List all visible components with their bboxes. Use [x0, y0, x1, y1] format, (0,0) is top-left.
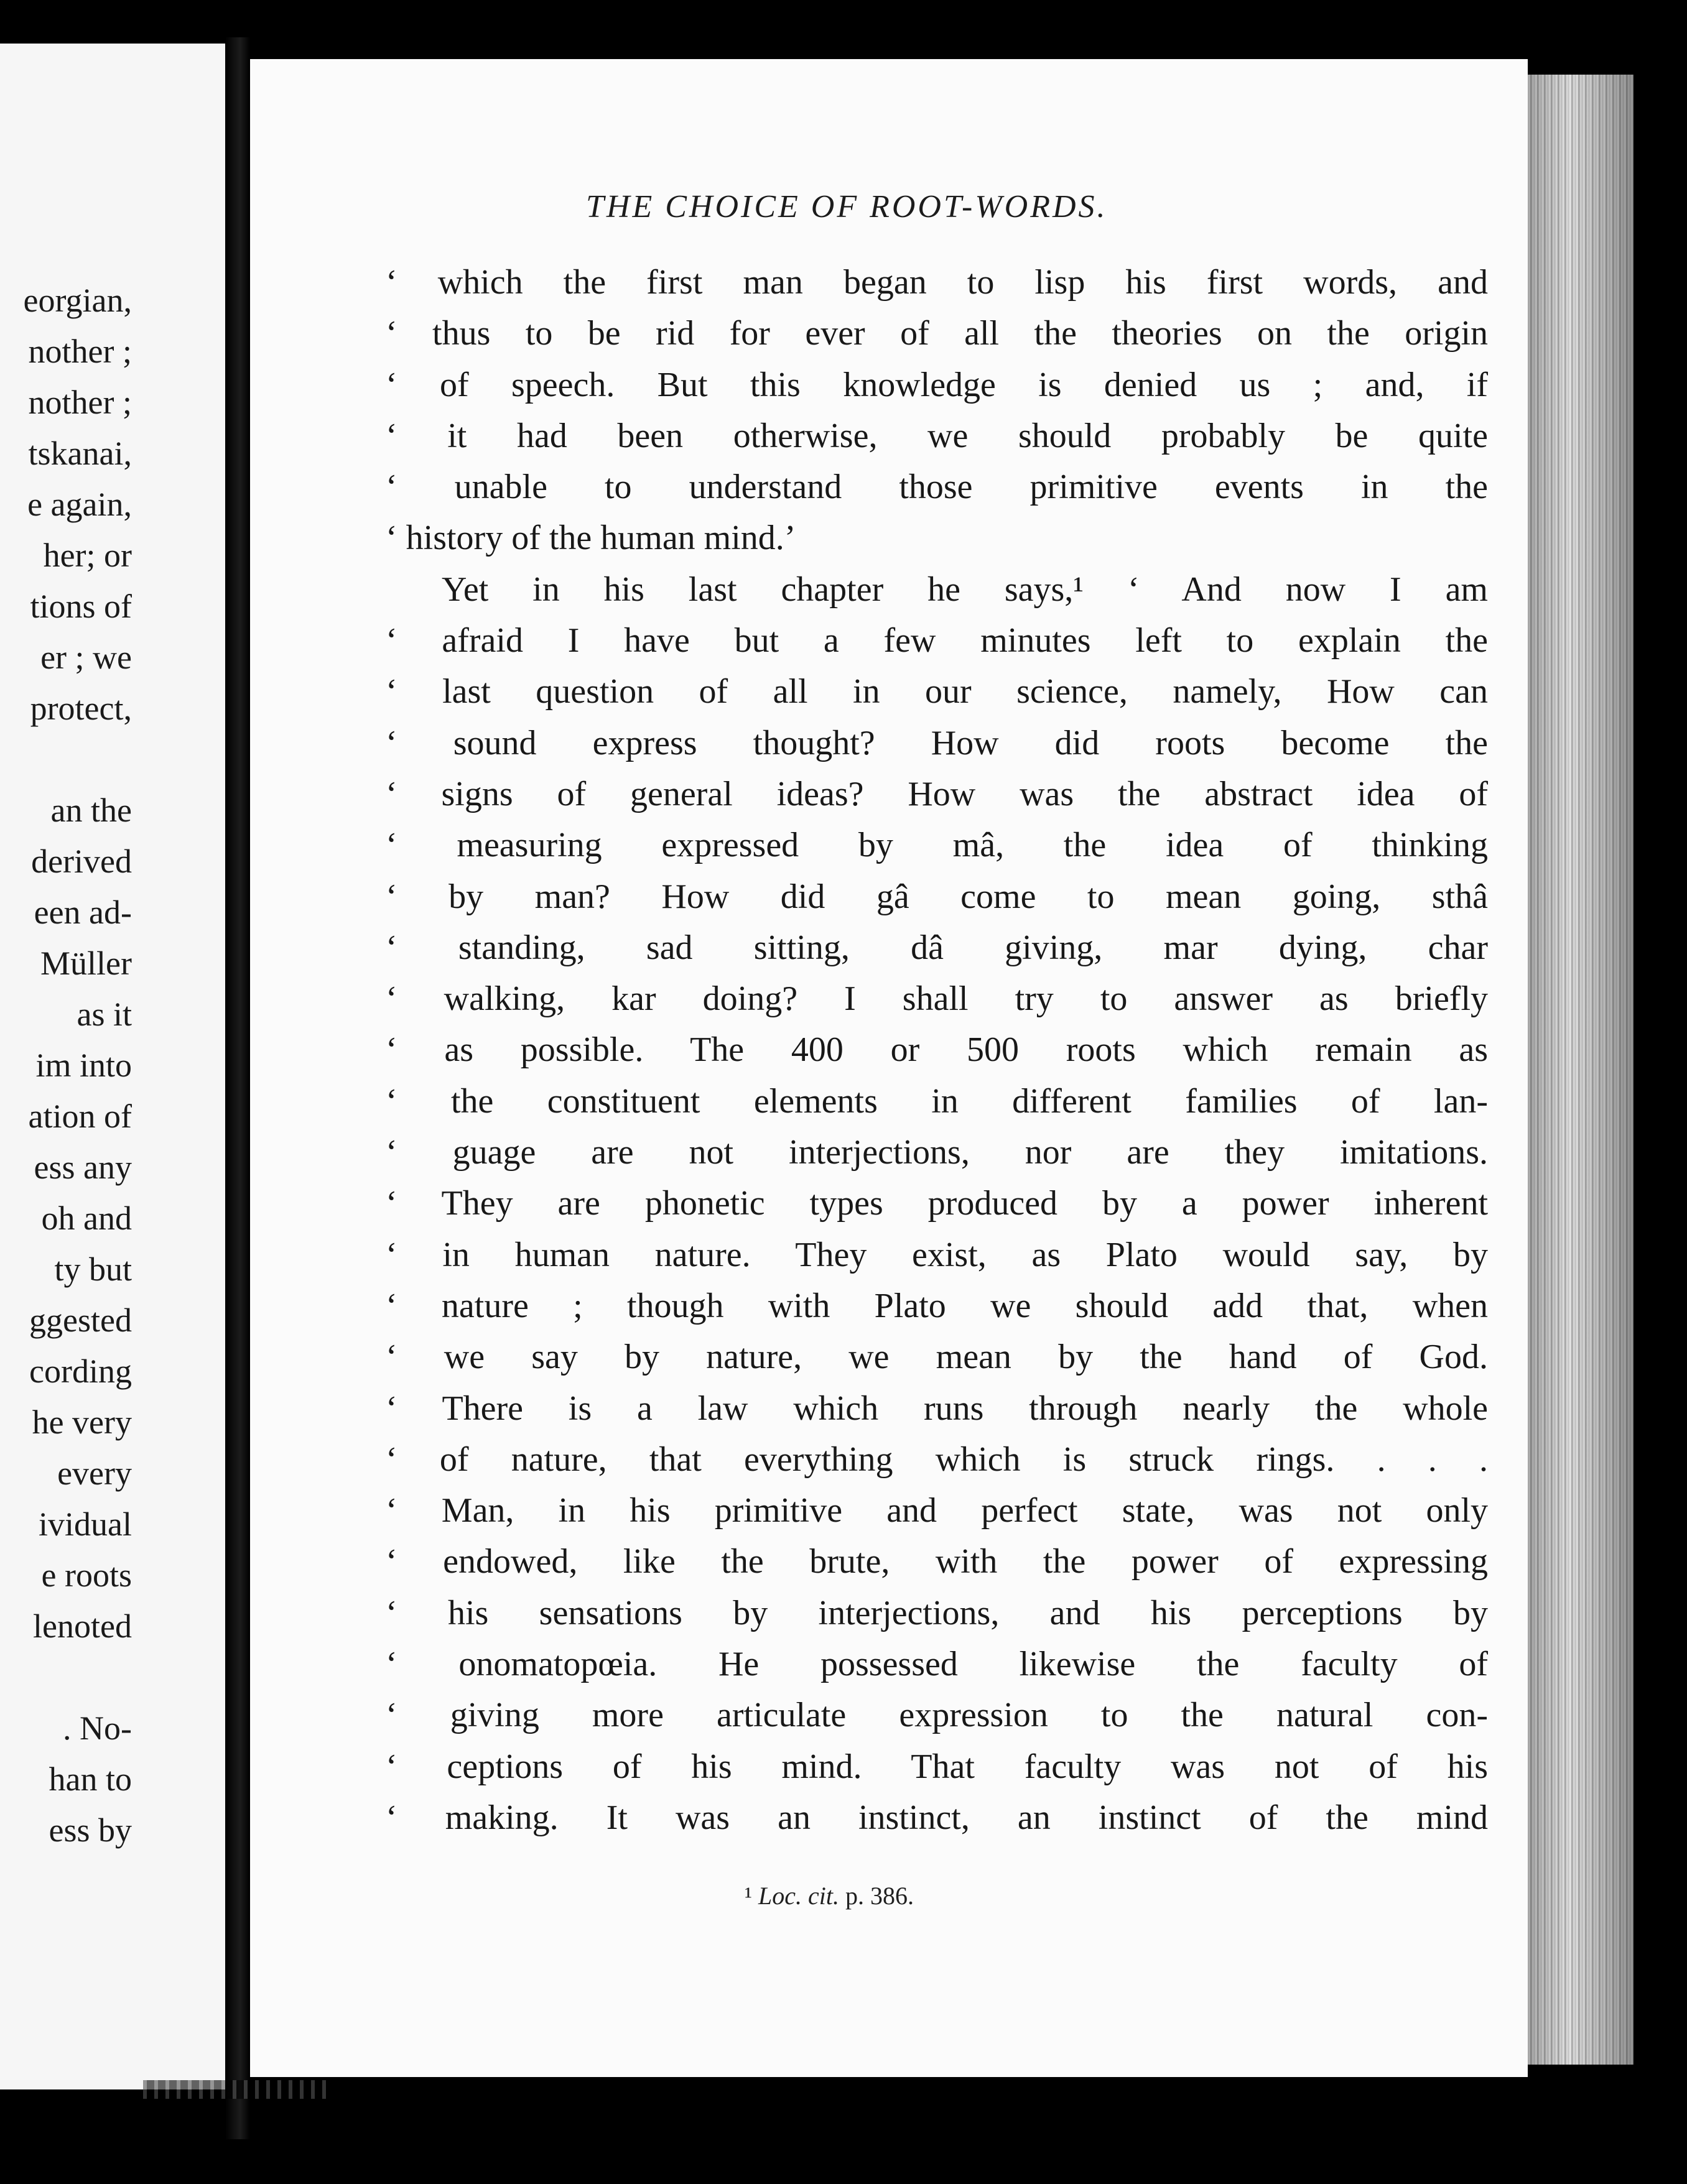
- body-line: ‘ walking, kar doing? I shall try to answer as briefly: [386, 979, 1488, 1019]
- body-line: ‘ making. It was an instinct, an instinct of the mind: [386, 1798, 1488, 1837]
- left-page-line: ess by: [49, 1812, 132, 1849]
- left-page-line: han to: [49, 1761, 132, 1798]
- left-page-line: as it: [77, 996, 132, 1033]
- body-line: ‘ in human nature. They exist, as Plato would say, by: [386, 1235, 1488, 1274]
- left-page-line: her; or: [43, 537, 132, 574]
- left-page-line: tskanai,: [28, 435, 132, 472]
- body-line: ‘ unable to understand those primitive events in the: [386, 468, 1488, 507]
- body-line: ‘ nature ; though with Plato we should add that, when: [386, 1286, 1488, 1325]
- left-page-line: nother ;: [28, 333, 132, 370]
- left-page-line: . No-: [63, 1710, 132, 1747]
- left-page-line: nother ;: [28, 384, 132, 421]
- body-line: ‘ it had been otherwise, we should probably be quite: [386, 416, 1488, 455]
- footnote-marker: ¹: [745, 1882, 752, 1910]
- body-line: ‘ of nature, that everything which is struck rings. . . .: [386, 1440, 1488, 1479]
- body-line: ‘ his sensations by interjections, and his perceptions by: [386, 1593, 1488, 1632]
- left-page-line: e again,: [27, 486, 132, 523]
- body-line: ‘ sound express thought? How did roots become the: [386, 723, 1488, 762]
- body-line: Yet in his last chapter he says,¹ ‘ And now I am: [442, 570, 1488, 609]
- body-line: ‘ history of the human mind.’: [386, 519, 796, 558]
- body-line: ‘ of speech. But this knowledge is denied us ; and, if: [386, 365, 1488, 404]
- body-line: ‘ as possible. The 400 or 500 roots which remain as: [386, 1030, 1488, 1070]
- body-text: [386, 257, 1488, 1843]
- body-line: ‘ thus to be rid for ever of all the theories on the origin: [386, 314, 1488, 353]
- body-line: ‘ measuring expressed by mâ, the idea of thinking: [386, 826, 1488, 865]
- body-line: ‘ ceptions of his mind. That faculty was not of his: [386, 1747, 1488, 1786]
- left-page-line: e roots: [41, 1557, 132, 1594]
- body-line: ‘ guage are not interjections, nor are they imitations.: [386, 1133, 1488, 1172]
- left-page-blank-line: [0, 1652, 225, 1703]
- body-line: ‘ by man? How did gâ come to mean going, sthâ: [386, 877, 1488, 916]
- main-page: [250, 59, 1528, 2077]
- running-title: THE CHOICE OF ROOT-WORDS.: [586, 189, 1108, 224]
- left-page-blank-line: [0, 734, 225, 785]
- left-page-line: he very: [32, 1404, 132, 1441]
- left-page-line: im into: [35, 1047, 132, 1084]
- scan-specks: [143, 2080, 330, 2099]
- left-page-line: ation of: [28, 1098, 132, 1135]
- left-page-line: tions of: [30, 588, 132, 625]
- left-page-line: every: [57, 1455, 132, 1492]
- left-page-line: er ; we: [40, 639, 132, 676]
- footnote-citation: Loc. cit.: [758, 1882, 839, 1910]
- body-line: ‘ giving more articulate expression to the natural con-: [386, 1696, 1488, 1735]
- body-line: ‘ There is a law which runs through nearly the whole: [386, 1389, 1488, 1428]
- left-page-text: [0, 275, 225, 1856]
- body-line: ‘ endowed, like the brute, with the power of expressing: [386, 1542, 1488, 1581]
- body-line: ‘ standing, sad sitting, dâ giving, mar dying, char: [386, 928, 1488, 967]
- footnote-page-ref: p. 386.: [845, 1882, 914, 1910]
- left-page-line: ty but: [54, 1251, 132, 1288]
- book-gutter: [225, 37, 250, 2139]
- left-facing-page: [0, 44, 225, 2089]
- left-page-line: lenoted: [33, 1608, 132, 1645]
- left-page-line: ividual: [39, 1506, 132, 1543]
- running-head: [586, 188, 1581, 238]
- body-line: ‘ last question of all in our science, namely, How can: [386, 672, 1488, 711]
- body-line: ‘ the constituent elements in different families of lan-: [386, 1081, 1488, 1121]
- body-line: ‘ afraid I have but a few minutes left to explain the: [386, 621, 1488, 660]
- body-line: ‘ onomatopœia. He possessed likewise the faculty of: [386, 1645, 1488, 1684]
- body-line: ‘ which the first man began to lisp his first words, and: [386, 263, 1488, 302]
- left-page-line: protect,: [30, 690, 132, 727]
- body-line: ‘ signs of general ideas? How was the abstract idea of: [386, 774, 1488, 813]
- left-page-line: oh and: [41, 1200, 132, 1237]
- body-line: ‘ we say by nature, we mean by the hand of God.: [386, 1338, 1488, 1377]
- left-page-line: cording: [29, 1353, 132, 1390]
- body-line: ‘ They are phonetic types produced by a power inherent: [386, 1184, 1488, 1223]
- footnote: [745, 1881, 914, 1910]
- left-page-line: eorgian,: [23, 282, 132, 319]
- body-line: ‘ Man, in his primitive and perfect state, was not only: [386, 1491, 1488, 1530]
- left-page-line: Müller: [40, 945, 132, 982]
- page-edges-shade: [1528, 75, 1634, 2065]
- left-page-line: ggested: [29, 1302, 132, 1339]
- left-page-line: een ad-: [34, 894, 132, 931]
- left-page-line: an the: [50, 792, 132, 829]
- left-page-line: ess any: [34, 1149, 132, 1186]
- left-page-line: derived: [31, 843, 132, 880]
